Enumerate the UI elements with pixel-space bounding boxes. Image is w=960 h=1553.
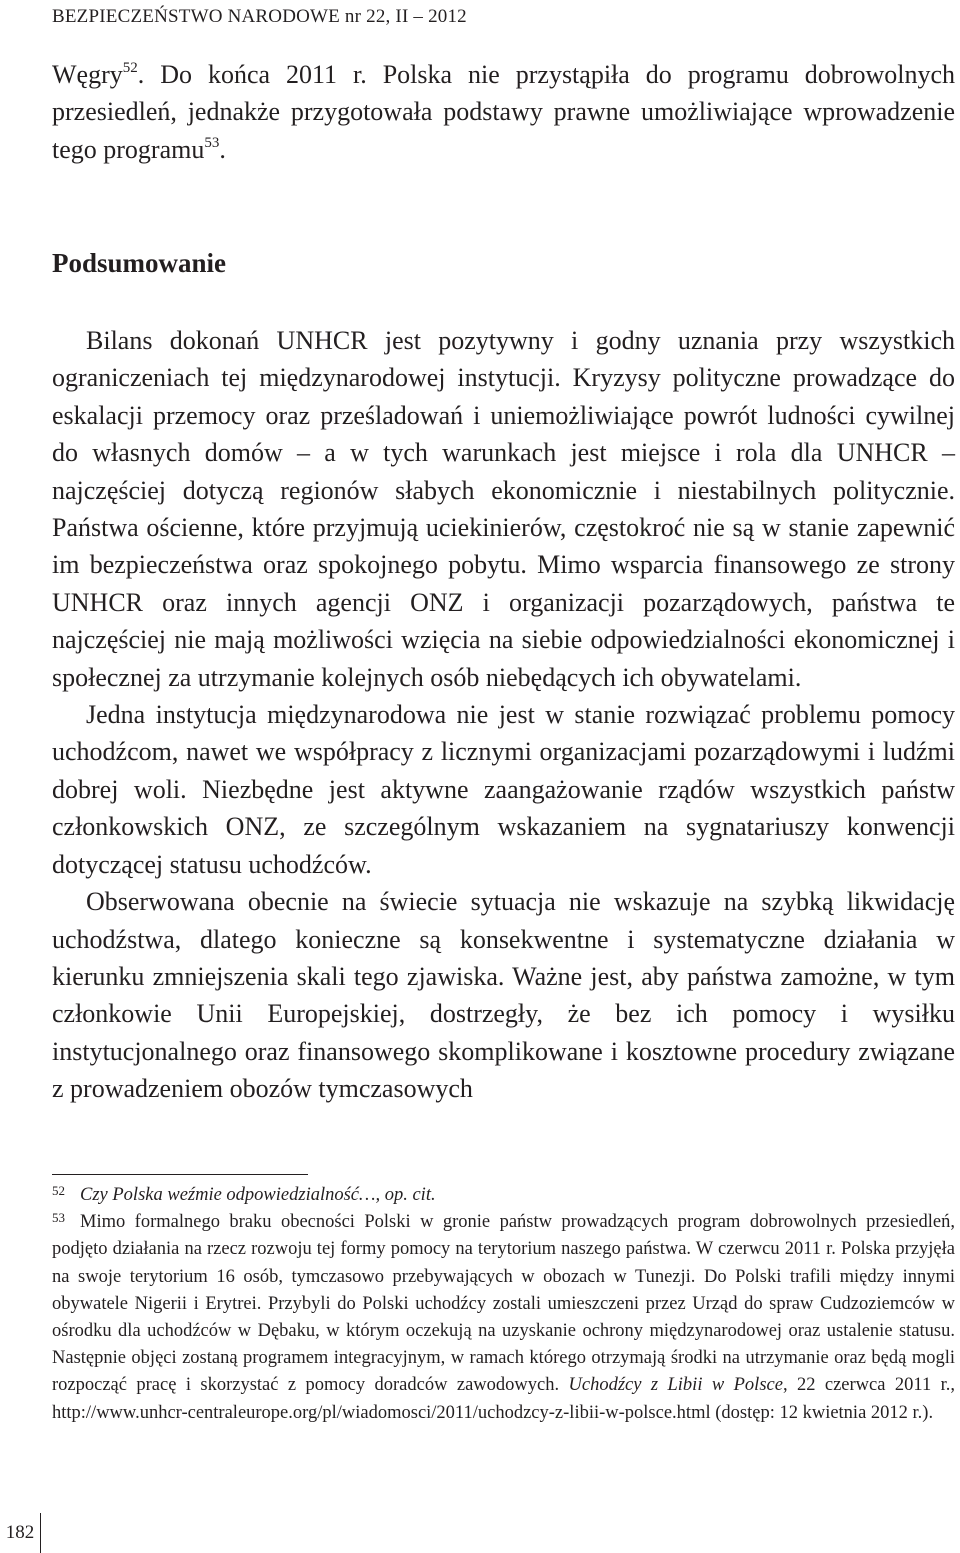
running-head: BEZPIECZEŃSTWO NARODOWE nr 22, II – 2012: [52, 6, 467, 27]
footnote-53-text-after[interactable]: , 22 czerwca 2011 r., http://www.unhcr-centraleurope.org/pl/wiadomosci/2011/uchodzcy-z-libii-w-polsce.html (dostęp: 12 kwietnia 2012 r.).: [52, 1375, 955, 1423]
footnote-53-italic: Uchodźcy z Libii w Polsce: [568, 1375, 783, 1396]
summary-paragraph-1: [52, 322, 955, 696]
footnotes: [52, 1182, 955, 1427]
summary-body: [52, 322, 955, 1108]
intro-text-1: Węgry: [52, 60, 123, 89]
footnote-53-text: Mimo formalnego braku obecności Polski w gronie państw prowadzących program dobrowolnych przesiedleń, podjęto działania na rzecz rozwoju tej formy pomocy na terytorium naszego państwa. W czerwcu 2011 r. Polska przyjęła na swoje terytorium 16 osób, tymczasowo przebywających w obozach w Tunezji. Do Polski trafili między innymi obywatele Nigerii i Erytrei. Przybyli do Polski uchodźcy zostali umieszczeni przez Urząd do spraw Cudzoziemców w ośrodku dla uchodźców w Dębaku, w którym oczekują na uzyskanie ochrony międzynarodowej oraz ustalenie statusu. Następnie objęci zostaną programem integracyjnym, w ramach którego otrzymają środki na utrzymanie oraz będą mogli rozpocząć pracę i skorzystać z pomocy doradców zawodowych.: [52, 1212, 955, 1396]
footnote-52-italic: Czy Polska weźmie odpowiedzialność…, op. cit.: [80, 1185, 436, 1205]
page-number: 182: [0, 1513, 41, 1553]
intro-paragraph-text: [52, 56, 955, 168]
intro-text-3: .: [219, 134, 226, 164]
paragraph-2-text: Jedna instytucja międzynarodowa nie jest w stanie rozwiązać problemu pomocy uchodźcom, nawet we współpracy z licznymi organizacjami pozarządowymi i ludźmi dobrej woli. Niezbędne jest aktywne zaangażowanie rządów wszystkich państw członkowskich ONZ, ze szczególnym wskazaniem na sygnatariuszy konwencji dotyczącej statusu uchodźców.: [52, 700, 955, 879]
footnote-52: 52 Czy Polska weźmie odpowiedzialność…, op. cit.: [52, 1183, 436, 1205]
footnote-divider: [52, 1174, 308, 1175]
intro-text-2: . Do końca 2011 r. Polska nie przystąpiła do programu dobrowolnych przesiedleń, jednakże przygotowała podstawy prawne umożliwiające wprowadzenie tego programu: [52, 60, 955, 164]
intro-paragraph: [52, 56, 955, 168]
section-heading: Podsumowanie: [52, 248, 227, 278]
paragraph-1-text: Bilans dokonań UNHCR jest pozytywny i godny uznania przy wszystkich ograniczeniach tej międzynarodowej instytucji. Kryzysy polityczne prowadzące do eskalacji przemocy oraz prześladowań i uniemożliwiające powrót ludności cywilnej do własnych domów – a w tych warunkach jest miejsce i rola dla UNHCR – najczęściej dotyczą regionów słabych ekonomicznie i niestabilnych politycznie. Państwa ościenne, które przyjmują uciekinierów, częstokroć nie są w stanie zapewnić im bezpieczeństwa oraz spokojnego pobytu. Mimo wsparcia finansowego ze strony UNHCR oraz innych agencji ONZ i organizacji pozarządowych, państwa te najczęściej nie mają możliwości wzięcia na siebie odpowiedzialności ekonomicznej i społecznej za utrzymanie kolejnych osób niebędących ich obywatelami.: [52, 326, 955, 692]
paragraph-3-text: Obserwowana obecnie na świecie sytuacja nie wskazuje na szybką likwidację uchodźstwa, dlatego konieczne są konsekwentne i systematyczne działania w kierunku zmniejszenia skali tego zjawiska. Ważne jest, aby państwa zamożne, w tym członkowie Unii Europejskiej, dostrzegły, że bez ich pomocy i wysiłku instytucjonalnego oraz finansowego skomplikowane i kosztowne procedury związane z prowadzeniem obozów tymczasowych: [52, 887, 955, 1104]
footnote-ref-53[interactable]: 53: [204, 134, 220, 151]
footnote-53: 53 Mimo formalnego braku obecności Polski w gronie państw prowadzących program dobrowolnych przesiedleń, podjęto działania na rzecz rozwoju tej formy pomocy na terytorium naszego państwa. W czerwcu 2011 r. Polska przyjęła na swoje terytorium 16 osób, tymczasowo przebywających w obozach w Tunezji. Do Polski trafili między innymi obywatele Nigerii i Erytrei. Przybyli do Polski uchodźcy zostali umieszczeni przez Urząd do spraw Cudzoziemców w ośrodku dla uchodźców w Dębaku, w którym oczekują na uzyskanie ochrony międzynarodowej oraz ustalenie statusu. Następnie objęci zostaną programem integracyjnym, w ramach którego otrzymają środki na utrzymanie oraz będą mogli rozpocząć pracę i skorzystać z pomocy doradców zawodowych. Uchodźcy z Libii w Polsce, 22 czerwca 2011 r., http://www.unhcr-centraleurope.org/pl/wiadomosci/2011/uchodzcy-z-libii-w-polsce.html (dostęp: 12 kwietnia 2012 r.).: [52, 1210, 955, 1423]
summary-paragraph-2: [52, 696, 955, 883]
summary-paragraph-3: [52, 883, 955, 1107]
footnote-ref-52[interactable]: 52: [122, 60, 138, 76]
